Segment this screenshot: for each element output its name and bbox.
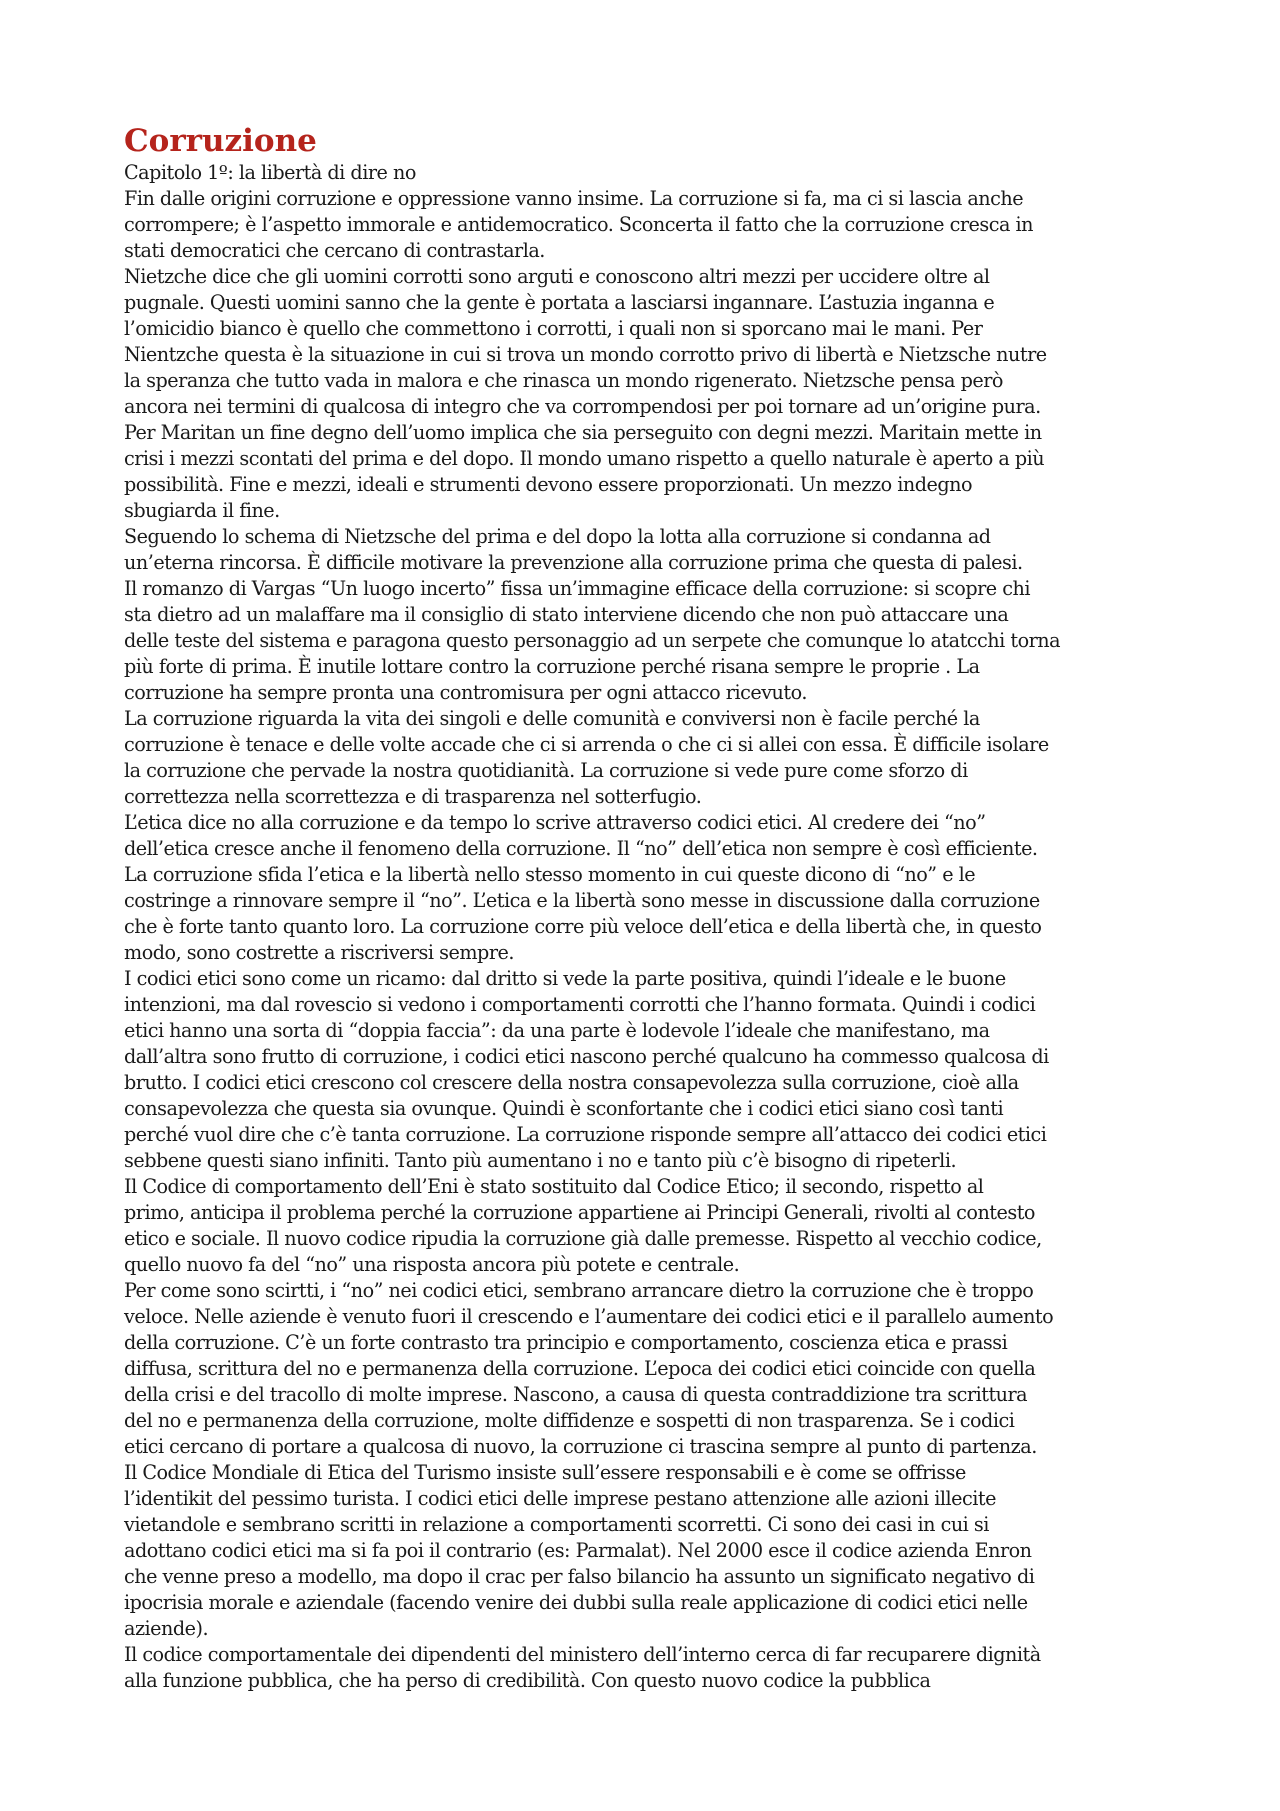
text-line: della crisi e del tracollo di molte imprese. Nascono, a causa di questa contraddizione tra scrittura: [124, 1383, 1028, 1406]
text-line: brutto. I codici etici crescono col crescere della nostra consapevolezza sulla corruzione, cioè alla: [124, 1071, 1019, 1094]
text-line: che venne preso a modello, ma dopo il crac per falso bilancio ha assunto un significato negativo di: [124, 1565, 1035, 1588]
document-body: [124, 186, 1184, 1694]
text-line: La corruzione riguarda la vita dei singoli e delle comunità e conviversi non è facile perché la: [124, 707, 980, 730]
text-line: consapevolezza che questa sia ovunque. Quindi è sconfortante che i codici etici siano così tanti: [124, 1097, 1004, 1120]
text-line: alla funzione pubblica, che ha perso di credibilità. Con questo nuovo codice la pubblica: [124, 1669, 931, 1692]
text-line: costringe a rinnovare sempre il “no”. L’etica e la libertà sono messe in discussione dalla corruzione: [124, 889, 1040, 912]
text-line: sta dietro ad un malaffare ma il consiglio di stato interviene dicendo che non può attaccare una: [124, 603, 1009, 626]
text-line: Il Codice di comportamento dell’Eni è stato sostituito dal Codice Etico; il secondo, rispetto al: [124, 1175, 984, 1198]
text-line: corrompere; è l’aspetto immorale e antidemocratico. Sconcerta il fatto che la corruzione cresca in: [124, 213, 1033, 236]
text-line: vietandole e sembrano scritti in relazione a comportamenti scorretti. Ci sono dei casi in cui si: [124, 1513, 989, 1536]
text-line: L’etica dice no alla corruzione e da tempo lo scrive attraverso codici etici. Al credere dei “no”: [124, 811, 986, 834]
text-line: I codici etici sono come un ricamo: dal dritto si vede la parte positiva, quindi l’ideale e le buone: [124, 967, 1006, 990]
text-line: Per Maritan un fine degno dell’uomo implica che sia perseguito con degni mezzi. Maritain mette in: [124, 421, 1042, 444]
text-line: modo, sono costrette a riscriversi sempre.: [124, 941, 514, 964]
text-line: che è forte tanto quanto loro. La corruzione corre più veloce dell’etica e della libertà che, in questo: [124, 915, 1042, 938]
text-line: primo, anticipa il problema perché la corruzione appartiene ai Principi Generali, rivolti al contesto: [124, 1201, 1035, 1224]
text-line: Nietzche dice che gli uomini corrotti sono arguti e conoscono altri mezzi per uccidere oltre al: [124, 265, 990, 288]
text-line: Il Codice Mondiale di Etica del Turismo insiste sull’essere responsabili e è come se offrisse: [124, 1461, 966, 1484]
text-line: etici cercano di portare a qualcosa di nuovo, la corruzione ci trascina sempre al punto di partenza.: [124, 1435, 1037, 1458]
text-line: adottano codici etici ma si fa poi il contrario (es: Parmalat). Nel 2000 esce il codice azienda Enron: [124, 1539, 1032, 1562]
text-line: dall’altra sono frutto di corruzione, i codici etici nascono perché qualcuno ha commesso qualcosa di: [124, 1045, 1049, 1068]
text-line: corruzione ha sempre pronta una contromisura per ogni attacco ricevuto.: [124, 681, 807, 704]
text-line: Seguendo lo schema di Nietzsche del prima e del dopo la lotta alla corruzione si condanna ad: [124, 525, 991, 548]
text-line: l’identikit del pessimo turista. I codici etici delle imprese pestano attenzione alle azioni illecite: [124, 1487, 996, 1510]
text-line: etico e sociale. Il nuovo codice ripudia la corruzione già dalle premesse. Rispetto al vecchio codice,: [124, 1227, 1042, 1250]
document-title: Corruzione: [124, 123, 317, 159]
text-line: corruzione è tenace e delle volte accade che ci si arrenda o che ci si allei con essa. È difficile isolare: [124, 733, 1049, 756]
text-line: crisi i mezzi scontati del prima e del dopo. Il mondo umano rispetto a quello naturale è aperto a più: [124, 447, 1045, 470]
text-line: quello nuovo fa del “no” una risposta ancora più potete e centrale.: [124, 1253, 740, 1276]
text-line: stati democratici che cercano di contrastarla.: [124, 239, 545, 262]
text-line: Per come sono scirtti, i “no” nei codici etici, sembrano arrancare dietro la corruzione che è troppo: [124, 1279, 1034, 1302]
text-line: più forte di prima. È inutile lottare contro la corruzione perché risana sempre le proprie . La: [124, 655, 980, 678]
text-line: Nientzche questa è la situazione in cui si trova un mondo corrotto privo di libertà e Nietzsche nutre: [124, 343, 1047, 366]
text-line: sbugiarda il fine.: [124, 499, 280, 522]
text-line: delle teste del sistema e paragona questo personaggio ad un serpete che comunque lo atatcchi torna: [124, 629, 1061, 652]
text-line: ipocrisia morale e aziendale (facendo venire dei dubbi sulla reale applicazione di codici etici nelle: [124, 1591, 1028, 1614]
text-line: Il romanzo di Vargas “Un luogo incerto” fissa un’immagine efficace della corruzione: si scopre chi: [124, 577, 1030, 600]
text-line: correttezza nella scorrettezza e di trasparenza nel sotterfugio.: [124, 785, 702, 808]
text-line: sebbene questi siano infiniti. Tanto più aumentano i no e tanto più c’è bisogno di ripeterli.: [124, 1149, 957, 1172]
chapter-subtitle: Capitolo 1º: la libertà di dire no: [124, 161, 416, 184]
text-line: Fin dalle origini corruzione e oppressione vanno insime. La corruzione si fa, ma ci si lascia anche: [124, 187, 1024, 210]
text-line: pugnale. Questi uomini sanno che la gente è portata a lasciarsi ingannare. L’astuzia inganna e: [124, 291, 995, 314]
text-line: un’eterna rincorsa. È difficile motivare la prevenzione alla corruzione prima che questa di palesi.: [124, 551, 1023, 574]
text-line: diffusa, scrittura del no e permanenza della corruzione. L’epoca dei codici etici coincide con quella: [124, 1357, 1036, 1380]
text-line: della corruzione. C’è un forte contrasto tra principio e comportamento, coscienza etica e prassi: [124, 1331, 1008, 1354]
text-line: la speranza che tutto vada in malora e che rinasca un mondo rigenerato. Nietzsche pensa però: [124, 369, 1003, 392]
text-line: la corruzione che pervade la nostra quotidianità. La corruzione si vede pure come sforzo di: [124, 759, 968, 782]
text-line: etici hanno una sorta di “doppia faccia”: da una parte è lodevole l’ideale che manifestano, ma: [124, 1019, 990, 1042]
text-line: aziende).: [124, 1617, 209, 1640]
text-line: veloce. Nelle aziende è venuto fuori il crescendo e l’aumentare dei codici etici e il parallelo aumento: [124, 1305, 1054, 1328]
text-line: dell’etica cresce anche il fenomeno della corruzione. Il “no” dell’etica non sempre è così efficiente.: [124, 837, 1038, 860]
text-line: possibilità. Fine e mezzi, ideali e strumenti devono essere proporzionati. Un mezzo indegno: [124, 473, 973, 496]
text-line: ancora nei termini di qualcosa di integro che va corrompendosi per poi tornare ad un’origine pura.: [124, 395, 1041, 418]
text-line: del no e permanenza della corruzione, molte diffidenze e sospetti di non trasparenza. Se i codici: [124, 1409, 1015, 1432]
document-page: [124, 122, 1184, 1694]
text-line: intenzioni, ma dal rovescio si vedono i comportamenti corrotti che l’hanno formata. Quindi i codici: [124, 993, 1036, 1016]
text-line: l’omicidio bianco è quello che commettono i corrotti, i quali non si sporcano mai le mani. Per: [124, 317, 983, 340]
text-line: Il codice comportamentale dei dipendenti del ministero dell’interno cerca di far recuparere dignità: [124, 1643, 1041, 1666]
text-line: La corruzione sfida l’etica e la libertà nello stesso momento in cui queste dicono di “no” e le: [124, 863, 976, 886]
text-line: perché vuol dire che c’è tanta corruzione. La corruzione risponde sempre all’attacco dei codici etici: [124, 1123, 1047, 1146]
